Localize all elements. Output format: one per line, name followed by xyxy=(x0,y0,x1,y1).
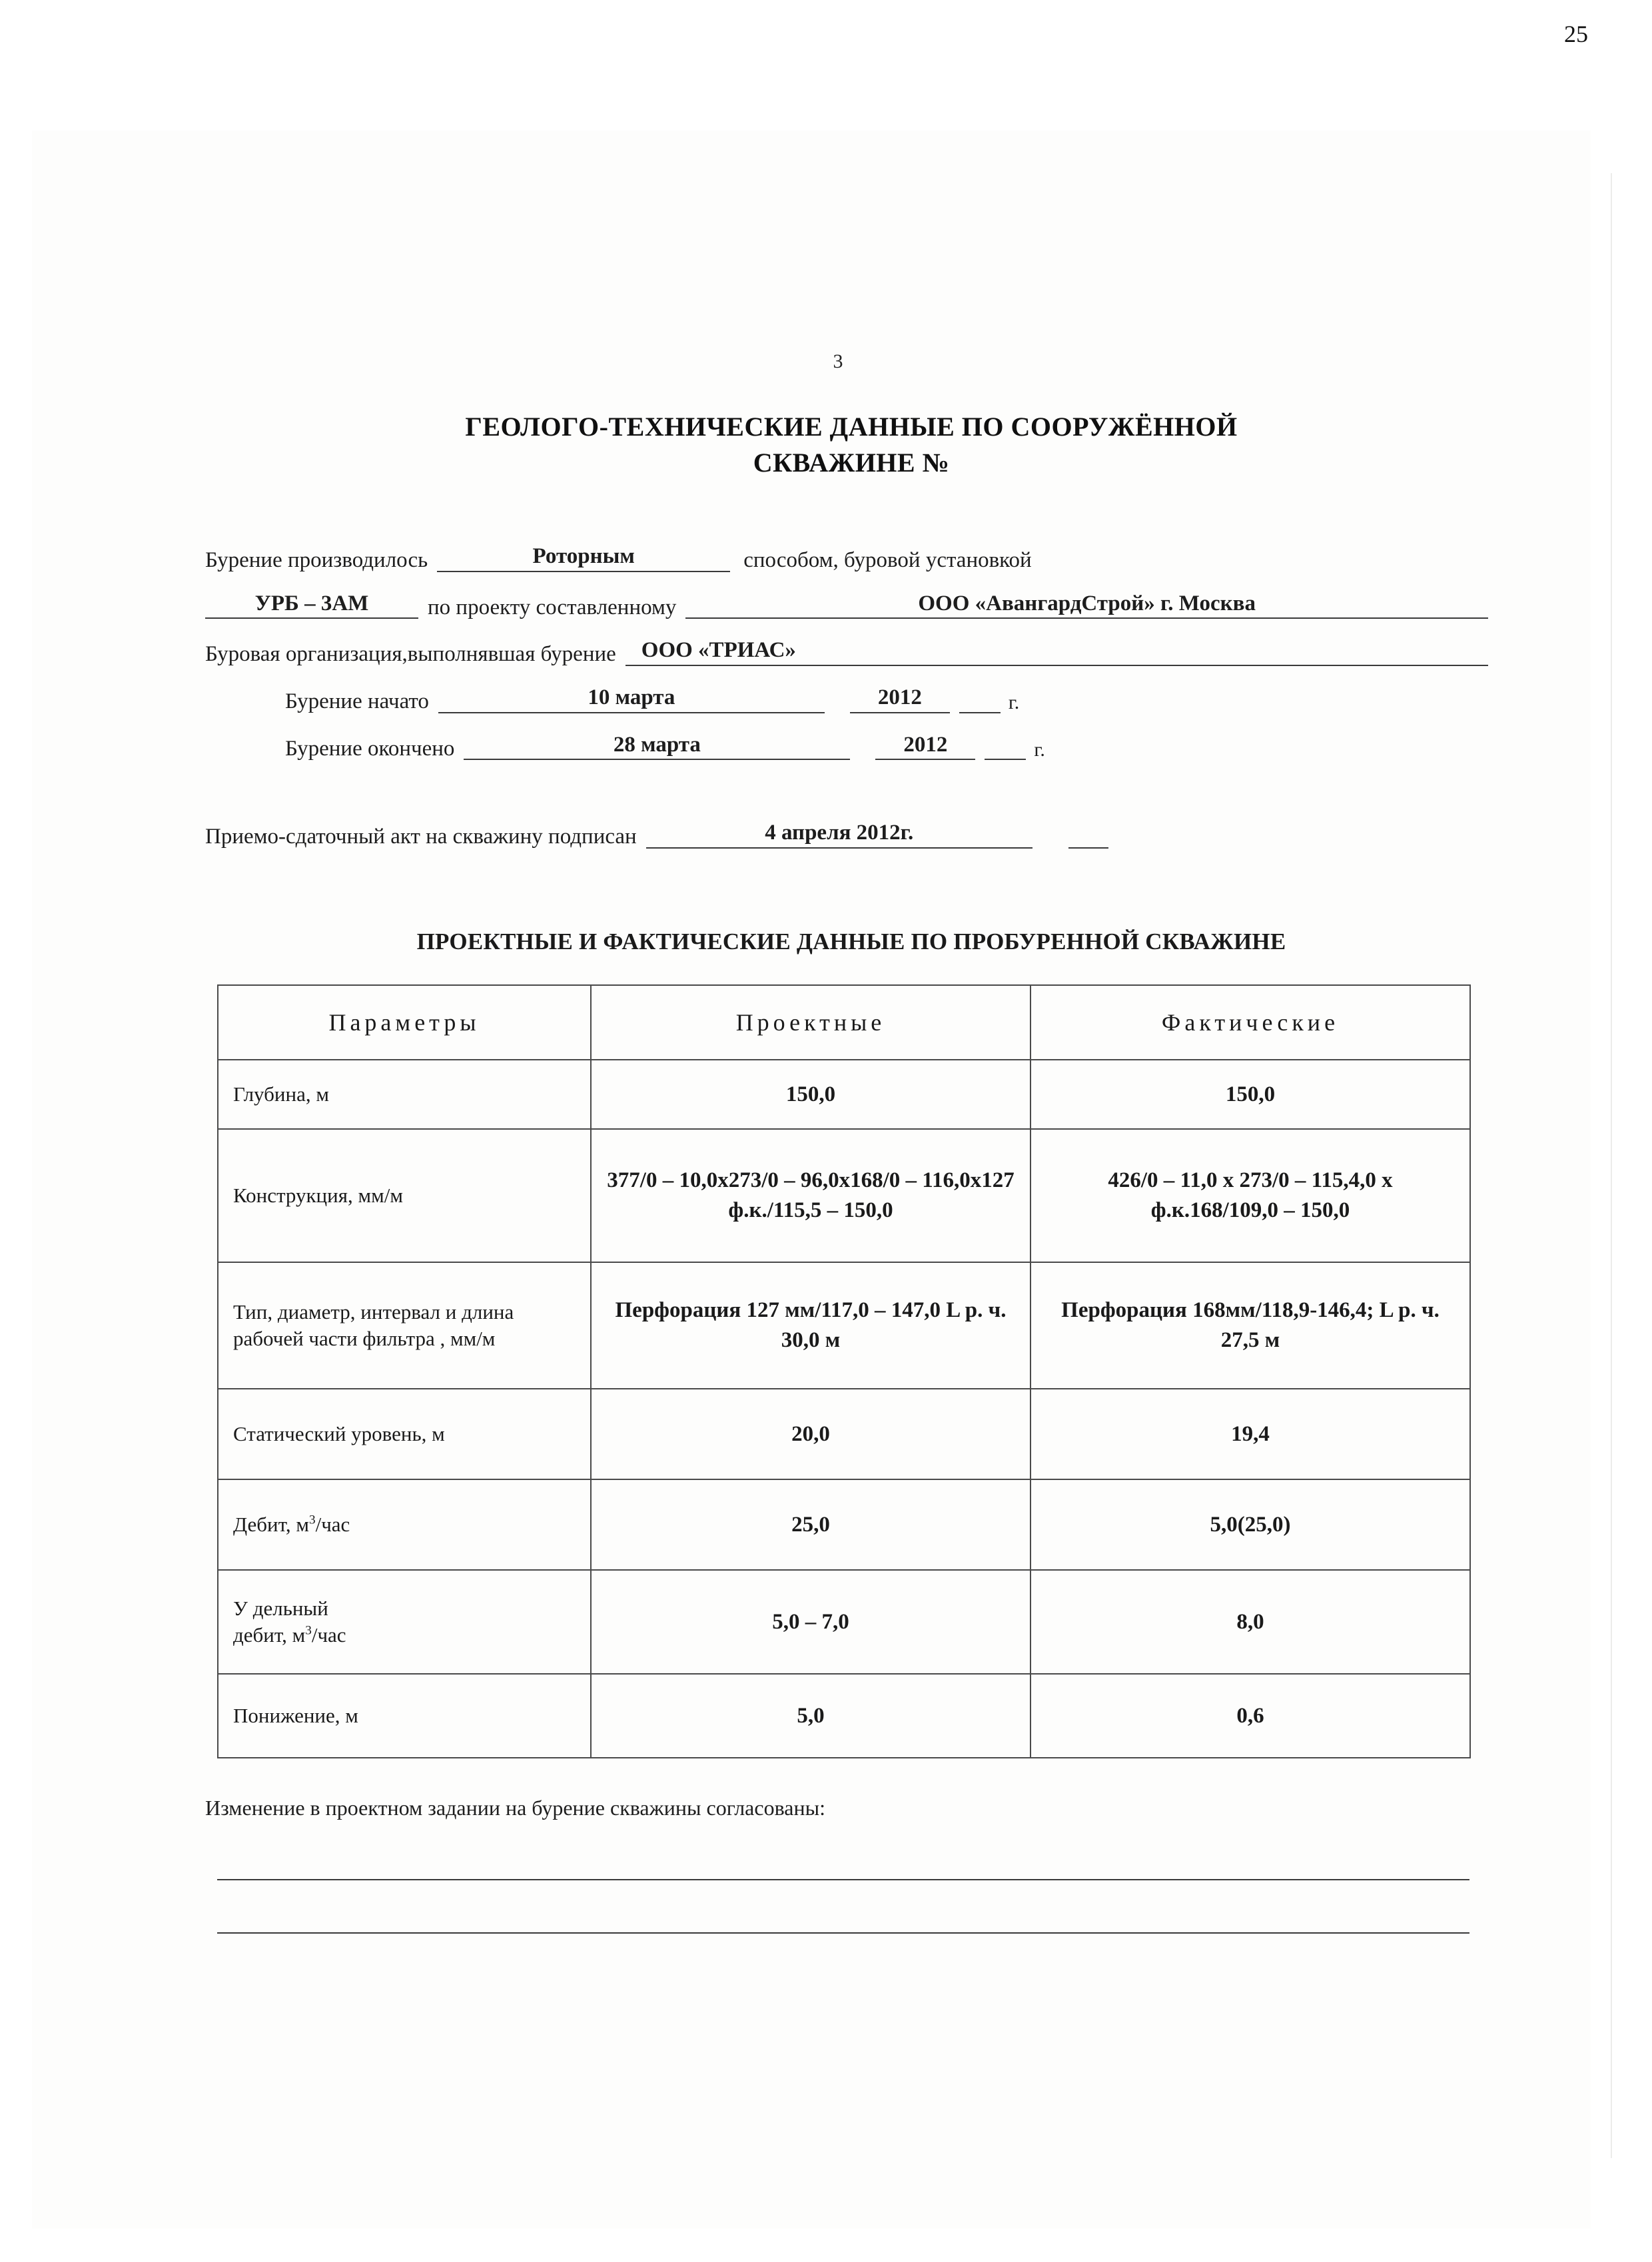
drilling-start-year: 2012 xyxy=(850,686,950,713)
acceptance-act-blank xyxy=(1068,847,1108,849)
drilling-method-label: Бурение производилось xyxy=(205,548,428,572)
row-fact-specific-debit: 8,0 xyxy=(1031,1570,1470,1674)
acceptance-act-row xyxy=(205,821,1497,849)
contractor-label: Буровая организация,выполнявшая бурение xyxy=(205,642,616,667)
row-fact-debit: 5,0(25,0) xyxy=(1031,1479,1470,1570)
intro-block xyxy=(205,545,1497,849)
drilling-end-year-suffix: г. xyxy=(1034,738,1045,761)
row-param-construction: Конструкция, мм/м xyxy=(218,1129,591,1262)
table-title: ПРОЕКТНЫЕ И ФАКТИЧЕСКИЕ ДАННЫЕ ПО ПРОБУРЕННОЙ СКВАЖИНЕ xyxy=(416,928,1286,954)
project-org-value: ООО «АвангардСтрой» г. Москва xyxy=(685,592,1488,619)
drilling-end-year: 2012 xyxy=(875,733,975,761)
row-param-debit xyxy=(218,1479,591,1570)
rig-value: УРБ – 3АМ xyxy=(205,592,418,619)
row-param-filter: Тип, диаметр, интервал и длина рабочей части фильтра , мм/м xyxy=(218,1262,591,1389)
row-project-depth: 150,0 xyxy=(591,1060,1031,1129)
acceptance-act-date: 4 апреля 2012г. xyxy=(646,821,1032,849)
drilling-method-tail: способом, буровой установкой xyxy=(743,548,1032,572)
row-fact-filter: Перфорация 168мм/118,9-146,4; L p. ч. 27,5 м xyxy=(1031,1262,1470,1389)
row-param-static-level: Статический уровень, м xyxy=(218,1389,591,1479)
drilling-end-label: Бурение окончено xyxy=(285,736,455,761)
row-project-static-level: 20,0 xyxy=(591,1389,1031,1479)
table-row xyxy=(218,1060,1470,1129)
row-param-specific-debit-line1: У дельный xyxy=(233,1596,328,1620)
signature-line-1 xyxy=(217,1878,1469,1880)
drilling-start-row xyxy=(205,686,1497,713)
drilling-start-year-suffix: г. xyxy=(1008,691,1020,714)
row-param-debit-sup: 3 xyxy=(308,1513,316,1527)
table-row xyxy=(218,1570,1470,1674)
drilling-end-date: 28 марта xyxy=(464,733,850,761)
scan-edge-right xyxy=(1611,173,1612,2158)
sheet-number: 3 xyxy=(833,350,843,372)
table-row xyxy=(218,1674,1470,1758)
project-label: по проекту составленному xyxy=(428,595,677,619)
drilling-method-value: Роторным xyxy=(437,545,730,572)
table-header-parameters: Параметры xyxy=(218,985,591,1060)
table-row xyxy=(218,1129,1470,1262)
row-param-depth: Глубина, м xyxy=(218,1060,591,1129)
row-project-debit: 25,0 xyxy=(591,1479,1031,1570)
row-param-specific-debit-sup: 3 xyxy=(305,1623,312,1638)
document-sheet xyxy=(32,131,1591,2229)
page-title-line-2: СКВАЖИНЕ № xyxy=(753,448,950,478)
row-project-filter: Перфорация 127 мм/117,0 – 147,0 L p. ч. 30,0 м xyxy=(591,1262,1031,1389)
drilling-start-date: 10 марта xyxy=(438,686,825,713)
document-content xyxy=(205,350,1497,1934)
row-param-specific-debit-rest: /час xyxy=(311,1623,346,1647)
table-header-fact: Фактические xyxy=(1031,985,1470,1060)
drilling-end-year-blank xyxy=(985,759,1026,760)
table-row xyxy=(218,1479,1470,1570)
signature-line-2 xyxy=(217,1931,1469,1934)
row-project-specific-debit: 5,0 – 7,0 xyxy=(591,1570,1031,1674)
well-data-table xyxy=(217,984,1471,1758)
contractor-value: ООО «ТРИАС» xyxy=(625,639,1488,666)
row-fact-construction: 426/0 – 11,0 х 273/0 – 115,4,0 х ф.к.168/109,0 – 150,0 xyxy=(1031,1129,1470,1262)
row-param-specific-debit xyxy=(218,1570,591,1674)
row-fact-drawdown: 0,6 xyxy=(1031,1674,1470,1758)
page-title xyxy=(205,409,1497,481)
drilling-start-year-blank xyxy=(959,712,1001,713)
table-row xyxy=(218,1262,1470,1389)
row-param-specific-debit-base: дебит, м xyxy=(233,1623,306,1647)
drilling-start-label: Бурение начато xyxy=(285,689,429,713)
row-param-drawdown: Понижение, м xyxy=(218,1674,591,1758)
row-fact-depth: 150,0 xyxy=(1031,1060,1470,1129)
contractor-row xyxy=(205,639,1497,666)
page-title-line-1: ГЕОЛОГО-ТЕХНИЧЕСКИЕ ДАННЫЕ ПО СООРУЖЁННОЙ xyxy=(465,412,1238,442)
row-project-drawdown: 5,0 xyxy=(591,1674,1031,1758)
drilling-end-row xyxy=(205,733,1497,761)
page-corner-number: 25 xyxy=(1564,21,1588,47)
row-project-construction: 377/0 – 10,0х273/0 – 96,0х168/0 – 116,0х127 ф.к./115,5 – 150,0 xyxy=(591,1129,1031,1262)
row-fact-static-level: 19,4 xyxy=(1031,1389,1470,1479)
table-header-project: Проектные xyxy=(591,985,1031,1060)
acceptance-act-label: Приемо-сдаточный акт на скважину подписан xyxy=(205,825,637,849)
rig-project-row xyxy=(205,592,1497,619)
row-param-debit-base: Дебит, м xyxy=(233,1512,309,1536)
row-param-debit-rest: /час xyxy=(315,1512,350,1536)
table-header-row xyxy=(218,985,1470,1060)
footer-note: Изменение в проектном задании на бурение скважины согласованы: xyxy=(205,1795,825,1820)
table-row xyxy=(218,1389,1470,1479)
drilling-method-row xyxy=(205,545,1497,572)
